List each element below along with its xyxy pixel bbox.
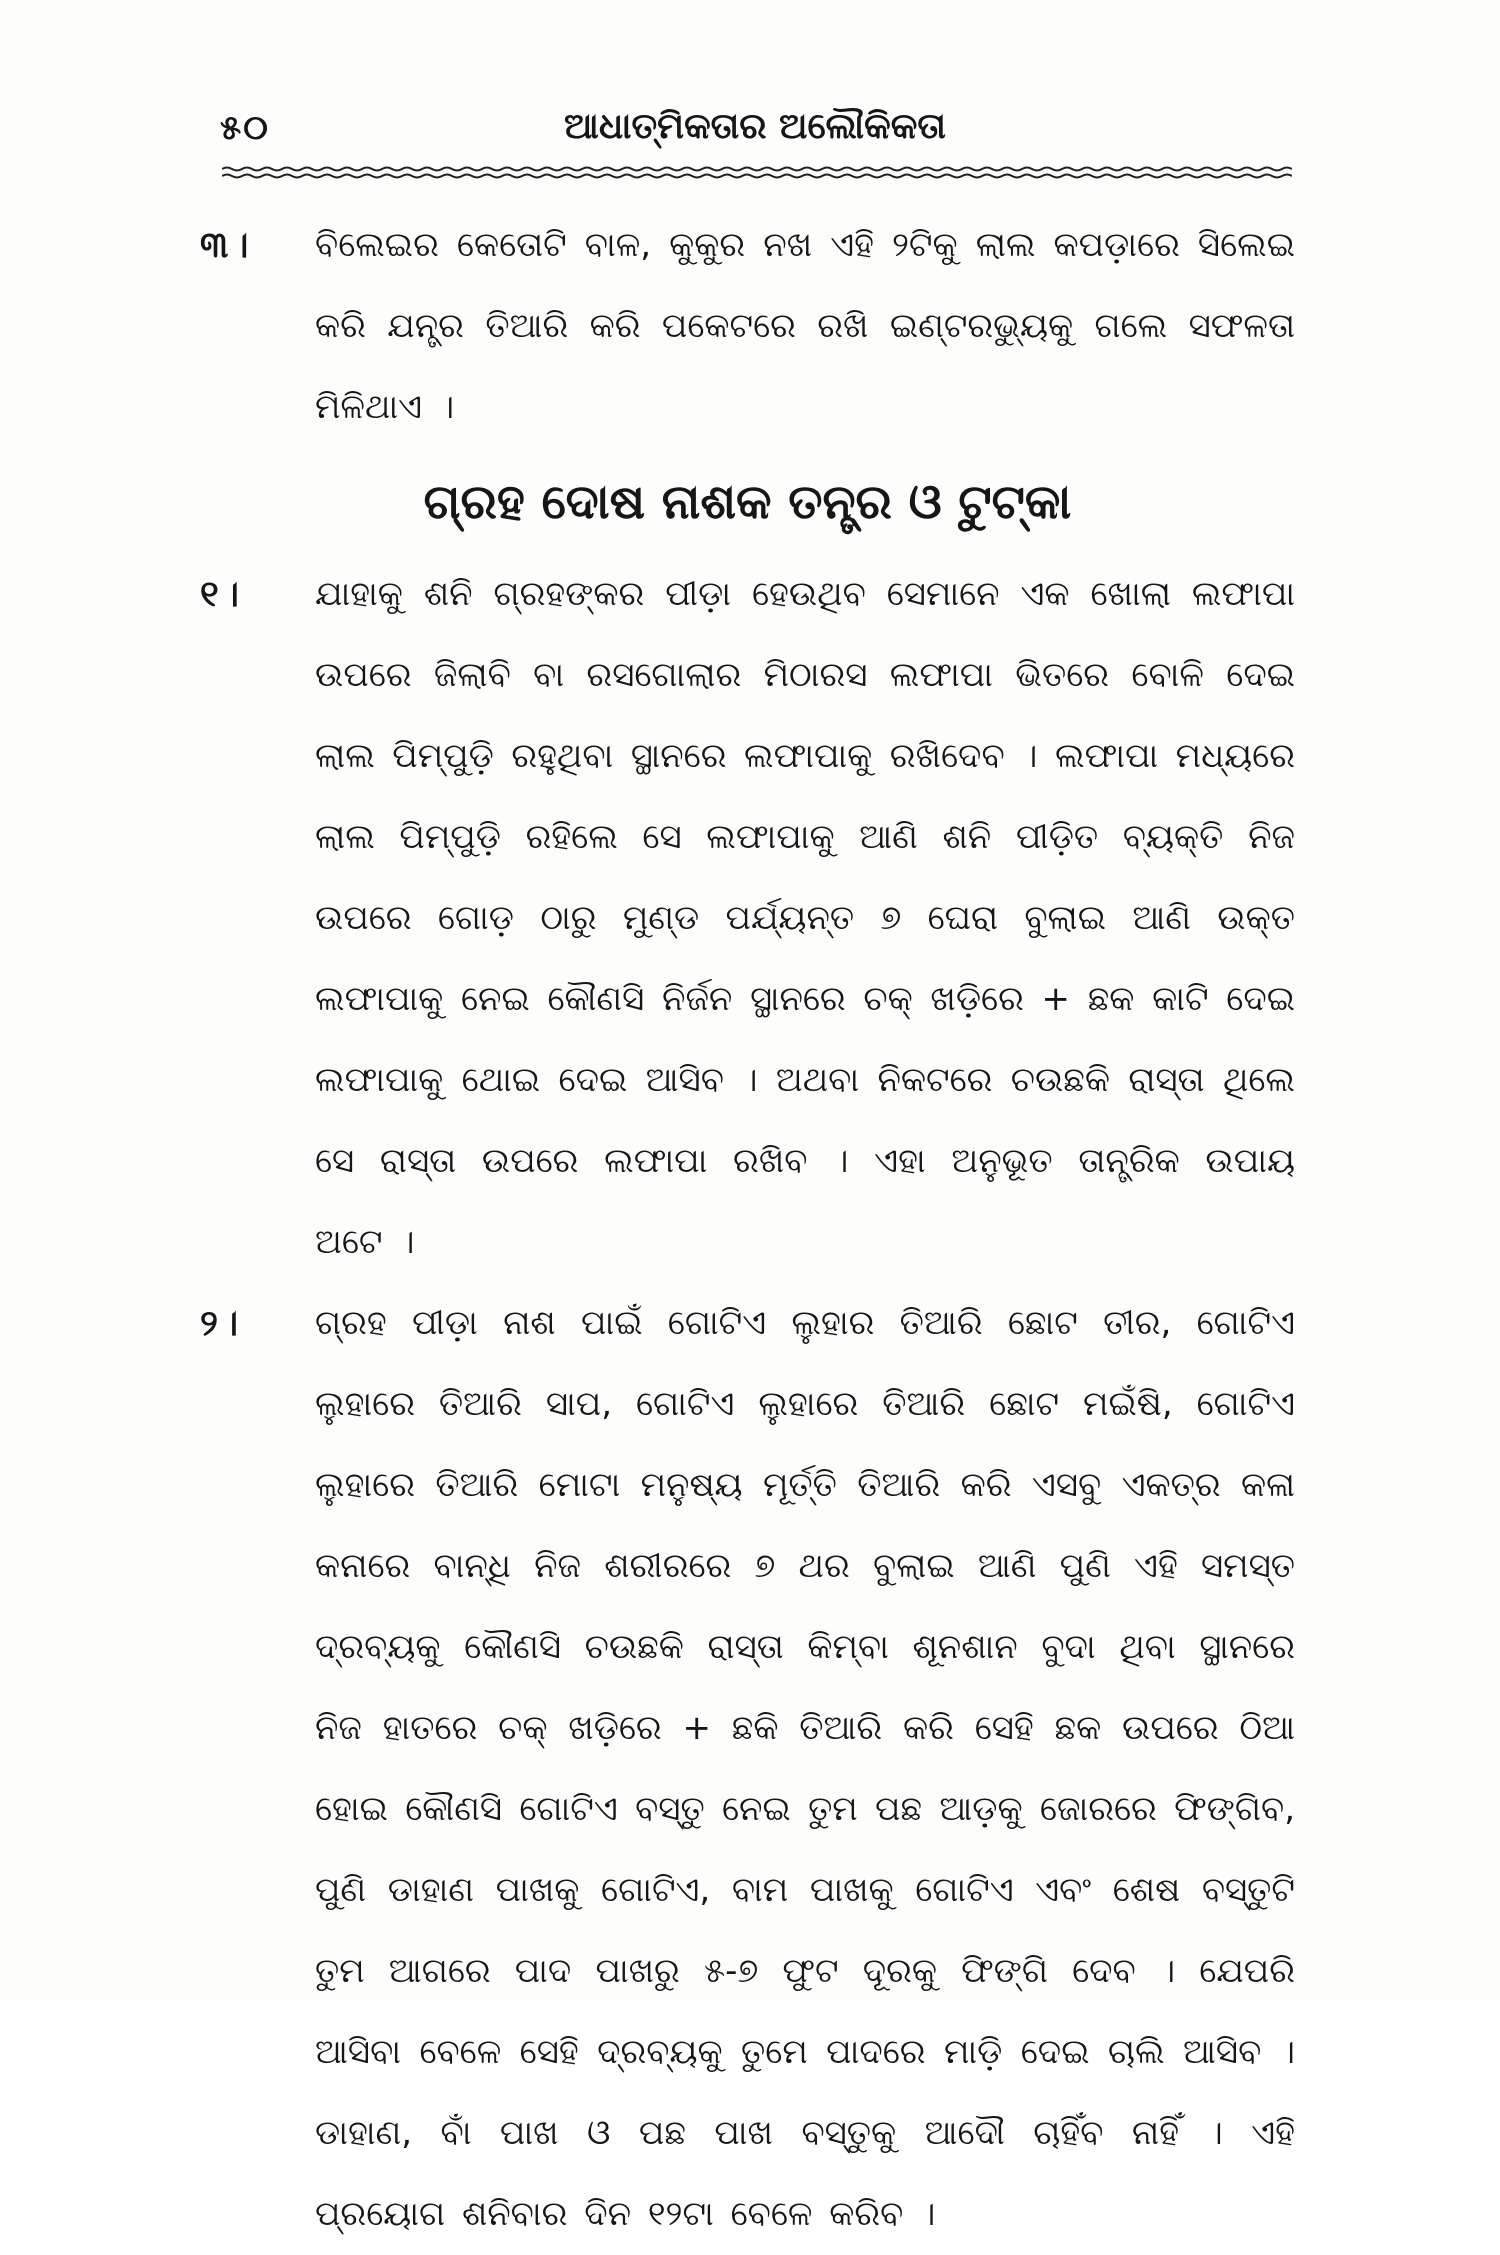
wavy-rule	[222, 166, 1292, 180]
item-number: ୨।	[200, 1303, 243, 1344]
page-header	[220, 100, 1290, 160]
list-item	[200, 554, 1295, 1283]
page-body	[200, 205, 1295, 2255]
item-number: ୩।	[200, 225, 253, 266]
section-heading: ଗ୍ରହ ଦୋଷ ନାଶକ ତନ୍ତ୍ର ଓ ଟୁଟ୍‌କା	[423, 474, 1072, 530]
item-text: ଗ୍ରହ ପୀଡ଼ା ନାଶ ପାଇଁ ଗୋଟିଏ ଲୁହାର ତିଆରି ଛୋଟ ତୀର, ଗୋଟିଏ ଲୁହାରେ ତିଆରି ସାପ, ଗୋଟିଏ ଲୁହାରେ ତିଆରି ଛୋଟ ମଇଁଷି, ଗୋଟିଏ ଲୁହାରେ ତିଆରି ମୋଟା ମନୁଷ୍ୟ ମୂର୍ତ୍ତି ତିଆରି କରି ଏସବୁ ଏକତ୍ର କଳା କନାରେ ବାନ୍ଧି ନିଜ ଶରୀରରେ ୭ ଥର ବୁଲାଇ ଆଣି ପୁଣି ଏହି ସମସ୍ତ ଦ୍ରବ୍ୟକୁ କୌଣସି ଚଉଛକି ରାସ୍ତା କିମ୍ବା ଶୂନଶାନ ବୁଦା ଥିବା ସ୍ଥାନରେ ନିଜ ହାତରେ ଚକ୍ ଖଡ଼ିରେ + ଛକି ତିଆରି କରି ସେହି ଛକ ଉପରେ ଠିଆ ହୋଇ କୌଣସି ଗୋଟିଏ ବସ୍ତୁ ନେଇ ତୁମ ପଛ ଆଡ଼କୁ ଜୋରରେ ଫିଙ୍ଗିବ, ପୁଣି ଡାହାଣ ପାଖକୁ ଗୋଟିଏ, ବାମ ପାଖକୁ ଗୋଟିଏ ଏବଂ ଶେଷ ବସ୍ତୁଟି ତୁମ ଆଗରେ ପାଦ ପାଖରୁ ୫-୭ ଫୁଟ ଦୂରକୁ ଫିଙ୍ଗି ଦେବ । ଯେପରି ଆସିବା ବେଳେ ସେହି ଦ୍ରବ୍ୟକୁ ତୁମେ ପାଦରେ ମାଡ଼ି ଦେଇ ଚାଲି ଆସିବ । ଡାହାଣ, ବାଁ ପାଖ ଓ ପଛ ପାଖ ବସ୍ତୁକୁ ଆଦୌ ଚାହିଁବ ନାହିଁ । ଏହି ପ୍ରୟୋଗ ଶନିବାର ଦିନ ୧୨ଟା ବେଳେ କରିବ ।	[315, 1303, 1295, 2234]
item-text: ବିଲେଇର କେତୋଟି ବାଳ, କୁକୁର ନଖ ଏହି ୨ଟିକୁ ଲାଲ କପଡ଼ାରେ ସିଲେଇ କରି ଯନ୍ତ୍ର ତିଆରି କରି ପକେଟରେ ରଖି ଇଣ୍ଟରଭ୍ୟୁକୁ ଗଲେ ସଫଳତା ମିଳିଥାଏ ।	[315, 225, 1295, 427]
list-item	[200, 205, 1295, 448]
page-number: ୫୦	[220, 108, 270, 148]
running-title: ଆଧାତ୍ମିକତାର ଅଲୌକିକତା	[564, 106, 946, 147]
item-number: ୧।	[200, 574, 243, 615]
list-item	[200, 1283, 1295, 2255]
header-divider	[222, 166, 1292, 180]
item-text: ଯାହାକୁ ଶନି ଗ୍ରହଙ୍କର ପୀଡ଼ା ହେଉଥିବ ସେମାନେ ଏକ ଖୋଲା ଲଫାପା ଉପରେ ଜିଲାବି ବା ରସଗୋଲାର ମିଠାରସ ଲଫାପା ଭିତରେ ବୋଳି ଦେଇ ଲାଲ ପିମ୍ପୁଡ଼ି ରହୁଥିବା ସ୍ଥାନରେ ଲଫାପାକୁ ରଖିଦେବ । ଲଫାପା ମଧ୍ୟରେ ଲାଲ ପିମ୍ପୁଡ଼ି ରହିଲେ ସେ ଲଫାପାକୁ ଆଣି ଶନି ପୀଡ଼ିତ ବ୍ୟକ୍ତି ନିଜ ଉପରେ ଗୋଡ଼ ଠାରୁ ମୁଣ୍ଡ ପର୍ଯ୍ୟନ୍ତ ୭ ଘେରା ବୁଲାଇ ଆଣି ଉକ୍ତ ଲଫାପାକୁ ନେଇ କୌଣସି ନିର୍ଜନ ସ୍ଥାନରେ ଚକ୍ ଖଡ଼ିରେ + ଛକ କାଟି ଦେଇ ଲଫାପାକୁ ଥୋଇ ଦେଇ ଆସିବ । ଅଥବା ନିକଟରେ ଚଉଛକି ରାସ୍ତା ଥିଲେ ସେ ରାସ୍ତା ଉପରେ ଲଫାପା ରଖିବ । ଏହା ଅନୁଭୂତ ତାନ୍ତ୍ରିକ ଉପାୟ ଅଟେ ।	[315, 574, 1295, 1262]
